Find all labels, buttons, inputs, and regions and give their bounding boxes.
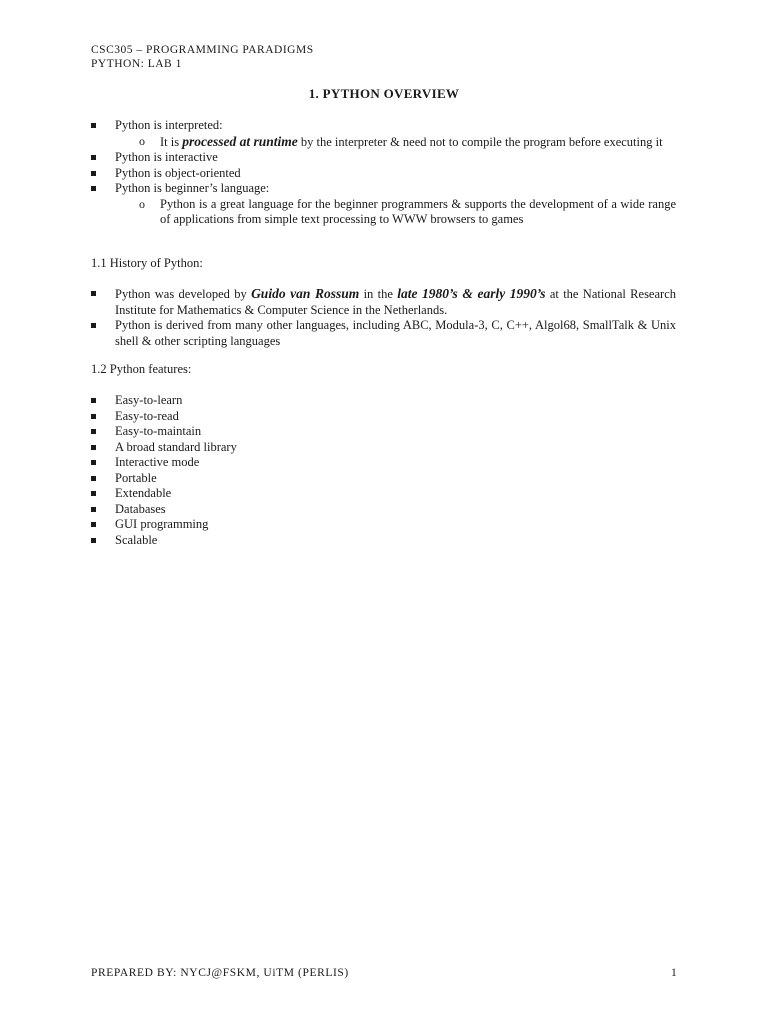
features-list xyxy=(91,393,676,548)
square-bullet-icon xyxy=(91,460,96,465)
square-bullet-icon xyxy=(91,323,96,328)
list-item: Easy-to-maintain xyxy=(91,424,676,440)
course-title: CSC305 – PROGRAMMING PARADIGMS xyxy=(91,44,314,56)
square-bullet-icon xyxy=(91,538,96,543)
overview-list xyxy=(91,118,676,228)
square-bullet-icon xyxy=(91,291,96,296)
footer-prepared-by: PREPARED BY: NYCJ@FSKM, UiTM (PERLIS) xyxy=(91,967,349,979)
list-item: Extendable xyxy=(91,486,676,502)
list-item: Easy-to-read xyxy=(91,409,676,425)
list-item: Easy-to-learn xyxy=(91,393,676,409)
square-bullet-icon xyxy=(91,476,96,481)
square-bullet-icon xyxy=(91,445,96,450)
square-bullet-icon xyxy=(91,507,96,512)
circle-bullet-icon: o xyxy=(139,133,145,148)
square-bullet-icon xyxy=(91,171,96,176)
square-bullet-icon xyxy=(91,429,96,434)
sub-list-item: o Python is a great language for the beginner programmers & supports the development of a wide range of applications from simple text processing to WWW browsers to games xyxy=(139,196,676,226)
sub-list-item: o It is processed at runtime by the interpreter & need not to compile the program before executing it xyxy=(139,133,663,149)
section-title: 1. PYTHON OVERVIEW xyxy=(308,86,460,101)
page-header xyxy=(91,43,314,71)
list-item: Scalable xyxy=(91,533,676,549)
list-item: Python is interpreted: xyxy=(91,118,676,134)
list-item: A broad standard library xyxy=(91,440,676,456)
history-list xyxy=(91,286,676,349)
square-bullet-icon xyxy=(91,398,96,403)
list-item: Interactive mode xyxy=(91,455,676,471)
features-heading: 1.2 Python features: xyxy=(91,362,192,376)
list-item: Databases xyxy=(91,502,676,518)
list-item: Python is derived from many other languages, including ABC, Modula-3, C, C++, Algol68, SmallTalk & Unix shell & other scripting languages xyxy=(91,318,676,349)
list-item: Python is object-oriented xyxy=(91,166,676,182)
page-number: 1 xyxy=(671,967,677,979)
circle-bullet-icon: o xyxy=(139,196,145,211)
list-item: Python is beginner’s language: xyxy=(91,181,676,197)
square-bullet-icon xyxy=(91,414,96,419)
list-item: Portable xyxy=(91,471,676,487)
list-item: Python is interactive xyxy=(91,150,676,166)
square-bullet-icon xyxy=(91,491,96,496)
history-heading: 1.1 History of Python: xyxy=(91,256,203,270)
lab-title: PYTHON: LAB 1 xyxy=(91,58,182,70)
list-item: GUI programming xyxy=(91,517,676,533)
square-bullet-icon xyxy=(91,186,96,191)
list-item: Python was developed by Guido van Rossum in the late 1980’s & early 1990’s at the National Research Institute for Mathematics & Computer Science in the Netherlands. xyxy=(91,286,676,318)
square-bullet-icon xyxy=(91,123,96,128)
square-bullet-icon xyxy=(91,522,96,527)
square-bullet-icon xyxy=(91,155,96,160)
